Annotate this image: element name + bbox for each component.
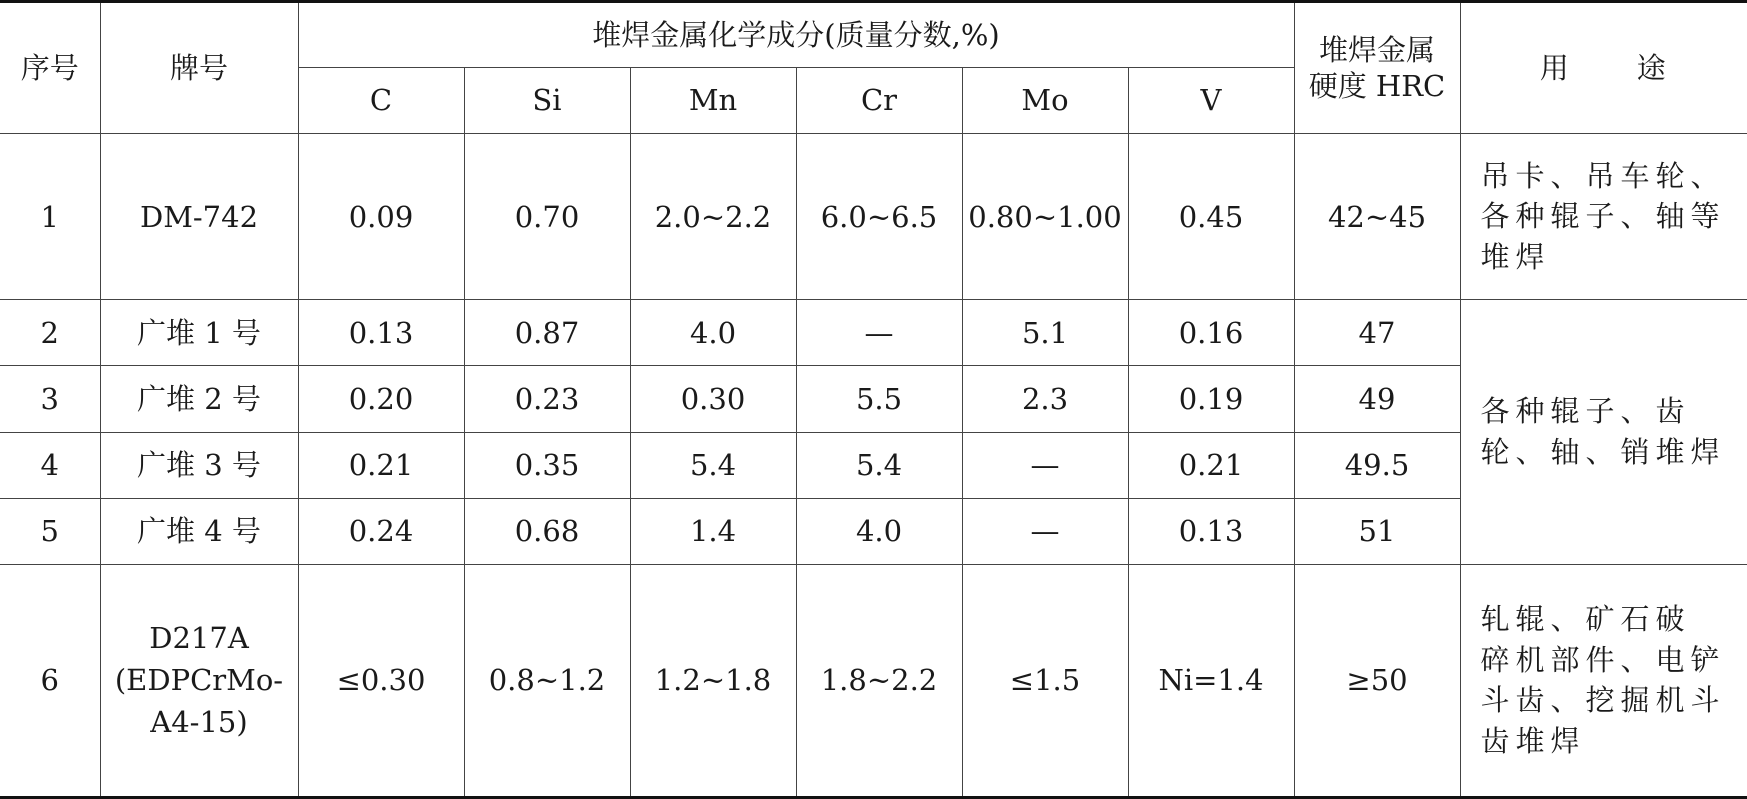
cell-cr: 6.0~6.5 [796, 134, 962, 300]
cell-index: 3 [0, 366, 100, 432]
header-element-v: V [1128, 68, 1294, 134]
cell-cr: 5.5 [796, 366, 962, 432]
cell-hrc: 49 [1294, 366, 1460, 432]
usage-line: 轧辊、矿石破 [1480, 602, 1691, 637]
cell-c: 0.13 [298, 300, 464, 366]
cell-mn: 1.2~1.8 [630, 564, 796, 797]
cell-index: 6 [0, 564, 100, 797]
header-usage-part1: 用 [1539, 50, 1571, 85]
header-brand: 牌号 [100, 2, 298, 134]
cell-cr: 1.8~2.2 [796, 564, 962, 797]
header-index: 序号 [0, 2, 100, 134]
brand-line: (EDPCrMo- [114, 663, 284, 698]
cell-si: 0.35 [464, 432, 630, 498]
cell-mo: — [962, 498, 1128, 564]
usage-line: 各种辊子、轴等 [1480, 199, 1726, 234]
usage-line: 吊卡、吊车轮、 [1480, 158, 1726, 193]
brand-line: D217A [149, 621, 249, 656]
cell-c: 0.20 [298, 366, 464, 432]
cell-v: 0.13 [1128, 498, 1294, 564]
cell-si: 0.87 [464, 300, 630, 366]
cell-brand: 广堆 2 号 [100, 366, 298, 432]
header-element-cr: Cr [796, 68, 962, 134]
cell-cr: 5.4 [796, 432, 962, 498]
usage-line: 堆焊 [1480, 240, 1551, 275]
header-element-c: C [298, 68, 464, 134]
cell-brand: 广堆 1 号 [100, 300, 298, 366]
header-row-1 [0, 2, 1747, 68]
cell-hrc: 51 [1294, 498, 1460, 564]
cell-mo: 0.80~1.00 [962, 134, 1128, 300]
cell-usage [1460, 134, 1747, 300]
cell-brand: 广堆 3 号 [100, 432, 298, 498]
header-element-mo: Mo [962, 68, 1128, 134]
cell-hrc: 47 [1294, 300, 1460, 366]
usage-line: 齿堆焊 [1480, 723, 1586, 758]
cell-mn: 0.30 [630, 366, 796, 432]
usage-line: 轮、轴、销堆焊 [1480, 435, 1726, 470]
cell-mn: 1.4 [630, 498, 796, 564]
table-row [0, 564, 1747, 797]
cell-brand: 广堆 4 号 [100, 498, 298, 564]
cell-cr: 4.0 [796, 498, 962, 564]
cell-brand [100, 564, 298, 797]
cell-c: 0.24 [298, 498, 464, 564]
header-composition: 堆焊金属化学成分(质量分数,%) [298, 2, 1294, 68]
header-element-mn: Mn [630, 68, 796, 134]
table-row [0, 134, 1747, 300]
cell-brand: DM-742 [100, 134, 298, 300]
cell-si: 0.23 [464, 366, 630, 432]
cell-si: 0.68 [464, 498, 630, 564]
header-hardness-line1: 堆焊金属 [1318, 32, 1435, 67]
cell-index: 4 [0, 432, 100, 498]
usage-line: 各种辊子、齿 [1480, 394, 1691, 429]
cell-usage [1460, 564, 1747, 797]
cell-mn: 5.4 [630, 432, 796, 498]
header-hardness [1294, 2, 1460, 134]
cell-si: 0.70 [464, 134, 630, 300]
cell-c: 0.21 [298, 432, 464, 498]
usage-line: 斗齿、挖掘机斗 [1480, 683, 1726, 718]
cell-hrc: ≥50 [1294, 564, 1460, 797]
cell-c: 0.09 [298, 134, 464, 300]
cell-v: 0.45 [1128, 134, 1294, 300]
cell-cr: — [796, 300, 962, 366]
cell-si: 0.8~1.2 [464, 564, 630, 797]
cell-mo: ≤1.5 [962, 564, 1128, 797]
cell-hrc: 42~45 [1294, 134, 1460, 300]
cell-mo: 2.3 [962, 366, 1128, 432]
cell-usage [1460, 300, 1747, 564]
cell-mn: 2.0~2.2 [630, 134, 796, 300]
cell-v: 0.19 [1128, 366, 1294, 432]
cell-hrc: 49.5 [1294, 432, 1460, 498]
cell-index: 2 [0, 300, 100, 366]
header-usage [1460, 2, 1747, 134]
cell-v: Ni=1.4 [1128, 564, 1294, 797]
header-usage-part2: 途 [1636, 50, 1668, 85]
header-element-si: Si [464, 68, 630, 134]
header-hardness-line2: 硬度 HRC [1308, 69, 1446, 104]
cell-index: 5 [0, 498, 100, 564]
cell-mo: — [962, 432, 1128, 498]
cell-c: ≤0.30 [298, 564, 464, 797]
cell-mn: 4.0 [630, 300, 796, 366]
cell-mo: 5.1 [962, 300, 1128, 366]
cell-index: 1 [0, 134, 100, 300]
cell-v: 0.21 [1128, 432, 1294, 498]
brand-line: A4-15) [150, 705, 248, 740]
table-row [0, 300, 1747, 366]
cell-v: 0.16 [1128, 300, 1294, 366]
usage-line: 碎机部件、电铲 [1480, 642, 1726, 677]
